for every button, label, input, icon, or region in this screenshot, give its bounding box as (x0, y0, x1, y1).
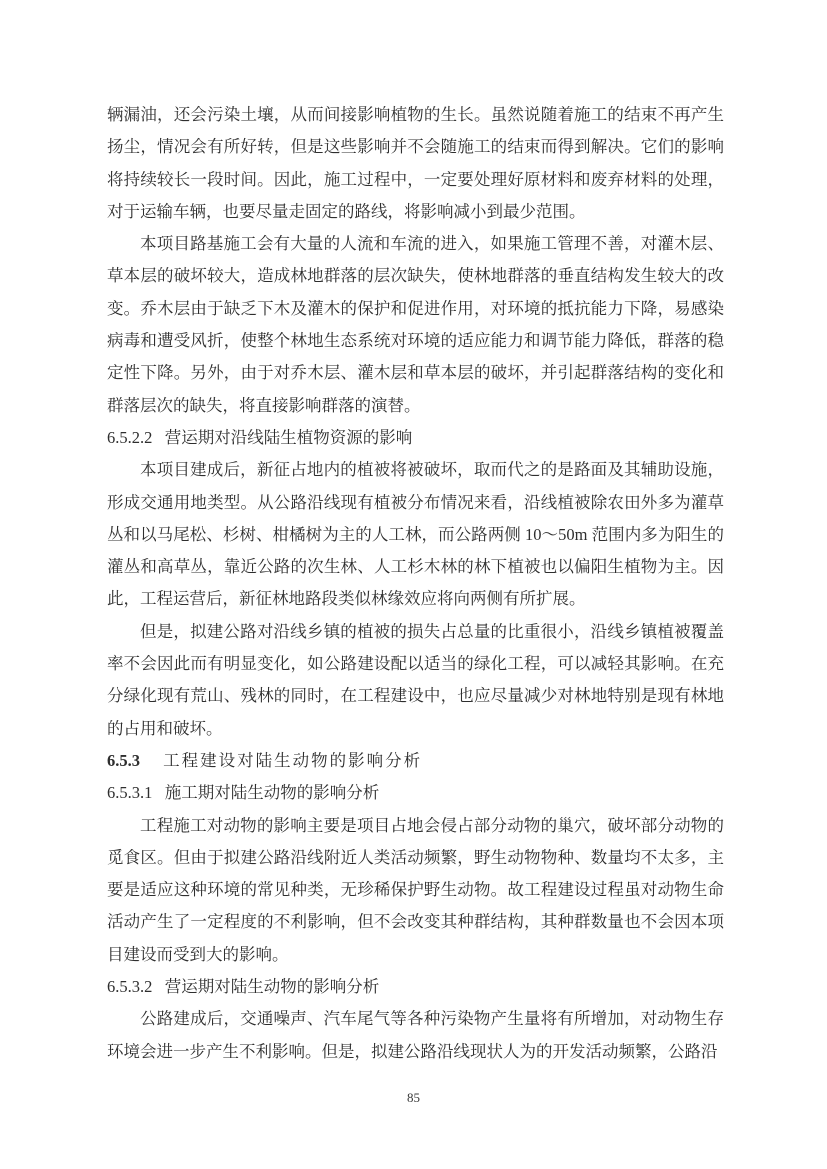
body-paragraph: 辆漏油，还会污染土壤，从而间接影响植物的生长。虽然说随着施工的结束不再产生扬尘，情况会有所好转，但是这些影响并不会随施工的结束而得到解决。它们的影响将持续较长一段时间。因此，施工过程中，一定要处理好原材料和废弃材料的处理，对于运输车辆，也要尽量走固定的路线，将影响减小到最少范围。 (107, 105, 724, 221)
section-heading (107, 777, 724, 809)
section-title: 施工期对陆生动物的影响分析 (164, 783, 380, 803)
section-heading (107, 971, 724, 1003)
section-heading (107, 422, 724, 454)
section-number: 6.5.3.2 (107, 977, 153, 997)
body-paragraph: 工程施工对动物的影响主要是项目占地会侵占部分动物的巢穴，破坏部分动物的觅食区。但由于拟建公路沿线附近人类活动频繁，野生动物物种、数量均不太多，主要是适应这种环境的常见种类，无珍稀保护野生动物。故工程建设过程虽对动物生命活动产生了一定程度的不利影响，但不会改变其种群结构，其种群数量也不会因本项目建设而受到大的影响。 (107, 815, 724, 964)
section-title: 工程建设对陆生动物的影响分析 (163, 750, 423, 770)
body-paragraph: 本项目路基施工会有大量的人流和车流的进入，如果施工管理不善，对灌木层、草本层的破坏较大，造成林地群落的层次缺失，使林地群落的垂直结构发生较大的改变。乔木层由于缺乏下木及灌木的保护和促进作用，对环境的抵抗能力下降，易感染病毒和遭受风折，使整个林地生态系统对环境的适应能力和调节能力降低，群落的稳定性下降。另外，由于对乔木层、灌木层和草本层的破坏，并引起群落结构的变化和群落层次的缺失，将直接影响群落的演替。 (107, 234, 724, 415)
section-number: 6.5.3 (107, 750, 140, 770)
body-paragraph: 但是，拟建公路对沿线乡镇的植被的损失占总量的比重很小，沿线乡镇植被覆盖率不会因此而有明显变化，如公路建设配以适当的绿化工程，可以减轻其影响。在充分绿化现有荒山、残林的同时，在工程建设中，也应尽量减少对林地特别是现有林地的占用和破坏。 (107, 621, 724, 738)
body-paragraph: 公路建成后，交通噪声、汽车尾气等各种污染物产生量将有所增加，对动物生存环境会进一步产生不利影响。但是，拟建公路沿线现状人为的开发活动频繁，公路沿 (107, 1009, 724, 1061)
section-title: 营运期对陆生动物的影响分析 (164, 977, 380, 997)
section-number: 6.5.2.2 (107, 427, 153, 447)
section-heading (107, 745, 724, 777)
section-number: 6.5.3.1 (107, 783, 153, 803)
body-paragraph: 本项目建成后，新征占地内的植被将被破坏，取而代之的是路面及其辅助设施，形成交通用地类型。从公路沿线现有植被分布情况来看，沿线植被除农田外多为灌草丛和以马尾松、杉树、柑橘树为主的人工林，而公路两侧 10～50m 范围内多为阳生的灌丛和高草丛，靠近公路的次生林、人工杉木林的林下植被也以偏阳生植物为主。因此，工程运营后，新征林地路段类似林缘效应将向两侧有所扩展。 (107, 460, 724, 609)
page-content (107, 99, 724, 1068)
section-title: 营运期对沿线陆生植物资源的影响 (164, 427, 413, 447)
page-number: 85 (407, 1090, 420, 1105)
